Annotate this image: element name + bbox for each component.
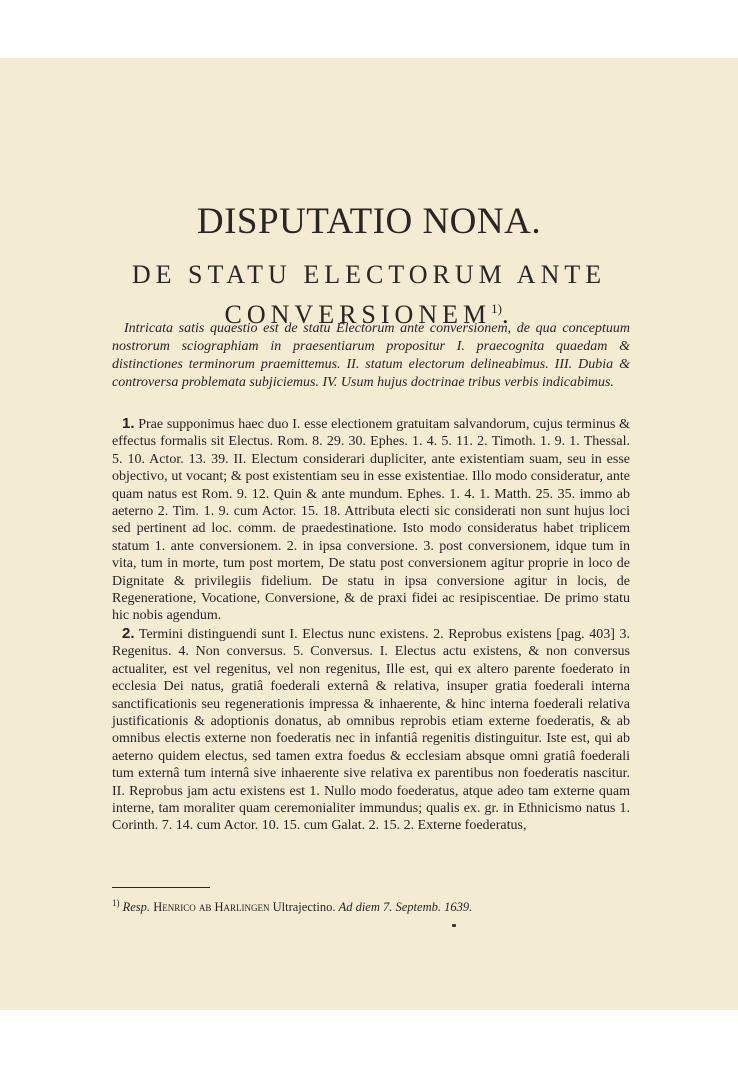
footnote-date: Ad diem 7. Septemb. 1639. bbox=[338, 900, 473, 915]
body-text bbox=[112, 415, 630, 835]
subtitle-footnote-marker: 1) bbox=[491, 301, 502, 316]
abstract-paragraph: Intricata satis quaestio est de statu Electorum ante conversionem, de qua conceptuum nostrorum sciographiam in praesentiarum propositur I. praecognita quaedam & distinctiones terminorum praemittemus. II. statum electorum delineabimus. III. Dubia & controversa problemata subjiciemus. IV. Usum hujus doctrinae tribus verbis indicabimus. bbox=[112, 321, 630, 390]
footnote-name: Henrico ab Harlingen bbox=[153, 900, 270, 915]
footnote-marker: 1) bbox=[112, 898, 120, 908]
section-1 bbox=[112, 415, 630, 625]
subtitle-text: DE STATU ELECTORUM ANTE CONVERSIONEM bbox=[131, 260, 607, 329]
ink-speck bbox=[452, 924, 456, 927]
page-title: DISPUTATIO NONA. bbox=[196, 201, 542, 242]
section-2 bbox=[112, 625, 630, 835]
footnote-divider bbox=[112, 887, 210, 888]
footnote-resp: Resp. bbox=[122, 900, 151, 915]
section-number: 1. bbox=[122, 415, 135, 432]
page-subtitle: DE STATU ELECTORUM ANTE CONVERSIONEM$^{1)}$. bbox=[131, 260, 607, 329]
section-text: Prae supponimus haec duo I. esse electionem gratuitam salvandorum, cujus terminus & effectus formalis sit Electus. Rom. 8. 29. 30. Ephes. 1. 4. 5. 11. 2. Timoth. 1. 9. 1. Thessal. 5. 10. Actor. 13. 39. II. Electum considerari dupliciter, ante existentiam suam, seu in esse objectivo, ut vocant; & post existentiam seu in esse existentiae. Illo modo consideratur, ante quam natus est Rom. 9. 12. Quin & ante mundum. Ephes. 1. 4. 1. Matth. 25. 35. immo ab aeterno 2. Tim. 1. 9. cum Actor. 15. 18. Attributa electi sic considerati non sunt hujus loci sed pertinent ad loc. comm. de praedestinatione. Isto modo consideratus habet triplicem statum 1. ante conversionem. 2. in ipsa conversione. 3. post conversionem, idque tum in vita, tum in morte, tum post mortem, De statu post conversionem agitur proprie in loco de Dignitate & privilegiis fidelium. De statu in ipsa conversione agitur in locis, de Regeneratione, Vocatione, Conversione, & de praxi fidei ac resipiscentiae. De primo statu hic nobis agendum. bbox=[112, 417, 631, 624]
section-number: 2. bbox=[122, 624, 135, 642]
section-text: Termini distinguendi sunt I. Electus nunc existens. 2. Reprobus existens [pag. 403] 3. Regenitus. 4. Non conversus. 5. Conversus. I. Electus actu existens, & non conversus actualiter, est vel regenitus, vel non regenitus, Ille est, qui ex altero parente foederato in ecclesia Dei natus, gratiâ foederali externâ & relativa, insuper gratia foederali interna sanctificationis seu regenerationis impressa & inhaerente, & hinc interna foederali relativa justificationis & adoptionis donatus, ab omnibus reprobis etiam externe foederatis, & ab omnibus electis externe non foederatis nec in infantiâ regenitis distinguitur. Iste est, qui ab aeterno quidem electus, sed tamen extra foedus & ecclesiam absque omni gratiâ foederali tum externâ tum internâ sive inhaerente sive relativa ex parentibus non foederatis nascitur. II. Reprobus jam actu existens est 1. Nullo modo foederatus, atque adeo tam externe quam interne, tam moraliter quam ceremonialiter immundus; qualis ex. gr. in Ethnicismo natus 1. Corinth. 7. 14. cum Actor. 10. 15. cum Galat. 2. 15. 2. Externe foederatus, bbox=[112, 626, 631, 834]
footnote-origin: Ultrajectino. bbox=[272, 900, 336, 915]
footnote bbox=[112, 898, 630, 915]
